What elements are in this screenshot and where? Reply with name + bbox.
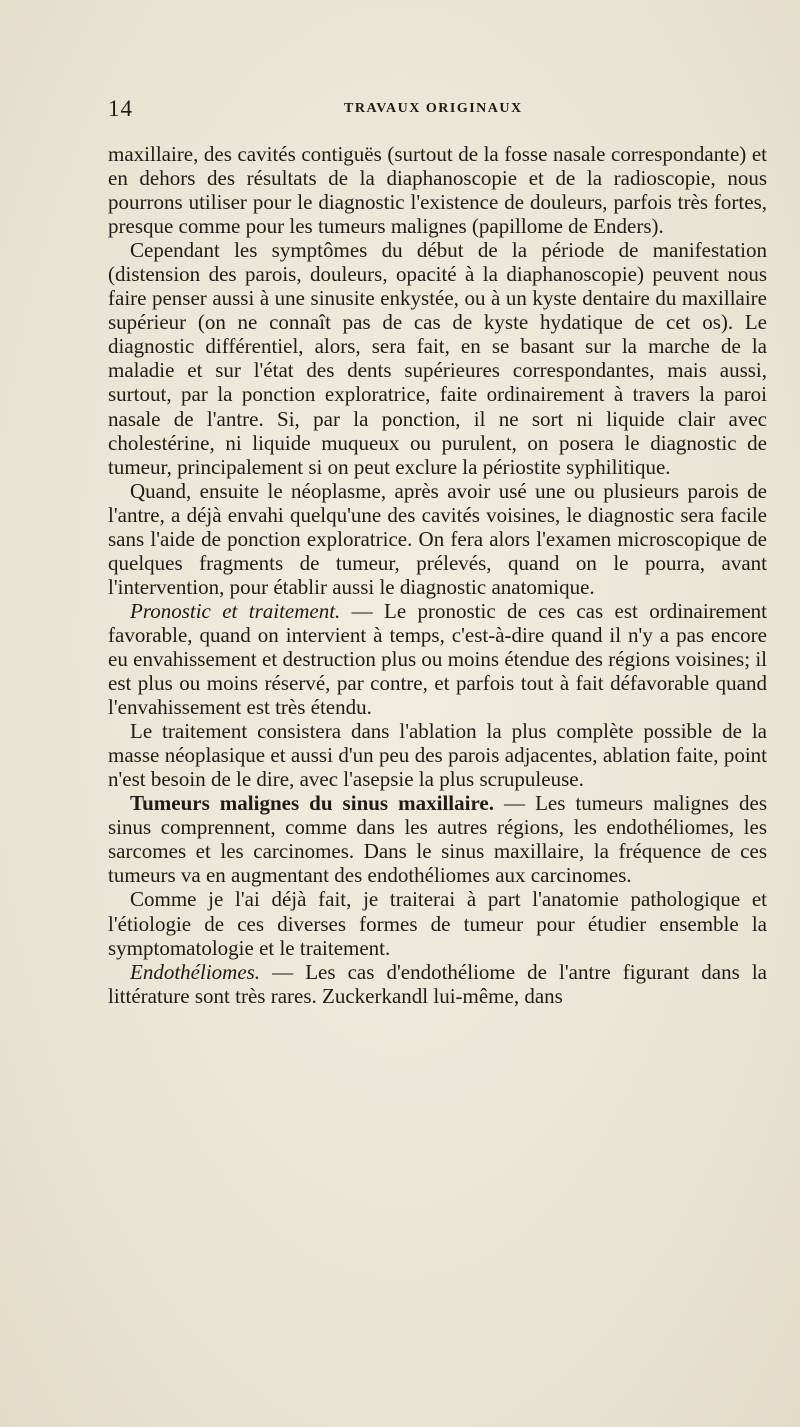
text-body — [108, 142, 767, 1008]
paragraph-pronostic — [108, 599, 767, 719]
paragraph-tumeurs-malignes-text: — Les tumeurs malignes des sinus comprennent, comme dans les autres régions, les endothéliomes, les sarcomes et les carcinomes. Dans le sinus maxillaire, la fréquence de ces tumeurs va en augmentant des endothéliomes aux carcinomes. — [108, 791, 767, 888]
paragraph-3: Quand, ensuite le néoplasme, après avoir usé une ou plusieurs parois de l'antre, a déjà envahi quelqu'une des cavités voisines, le diagnostic sera facile sans l'aide de ponction exploratrice. On fera alors l'examen microscopique de quelques fragments de tumeur, prélevés, quand on le pourra, avant l'intervention, pour établir aussi le diagnostic anatomique. — [108, 478, 767, 599]
section-heading-pronostic: Pronostic et traitement. — [130, 598, 341, 623]
paragraph-2: Cependant les symptômes du début de la période de manifestation (distension des parois, douleurs, opacité à la diaphanoscopie) peuvent nous faire penser aussi à une sinusite enkystée, ou à un kyste dentaire du maxillaire supérieur (on ne connaît pas de cas de kyste hydatique de cet os). Le diagnostic différentiel, alors, sera fait, en se basant sur la marche de la maladie et sur l'état des dents supérieures correspondantes, mais aussi, surtout, par la ponction exploratrice, faite ordinairement à travers la paroi nasale de l'antre. Si, par la ponction, il ne sort ni liquide clair avec cholestérine, ni liquide muqueux ou purulent, on posera le diagnostic de tumeur, principalement si on peut exclure la périostite syphilitique. — [108, 238, 767, 479]
paragraph-endotheliomes — [108, 960, 767, 1008]
page-number: 14 — [108, 96, 133, 121]
paragraph-traitement: Le traitement consistera dans l'ablation la plus complète possible de la masse néoplasique et aussi d'un peu des parois adjacentes, ablation faite, point n'est besoin de le dire, avec l'asepsie la plus scrupuleuse. — [108, 719, 767, 792]
paragraph-1: maxillaire, des cavités contiguës (surtout de la fosse nasale correspondante) et en dehors des résultats de la diaphanoscopie et de la radioscopie, nous pourrons utiliser pour le diagnostic l'existence de douleurs, parfois très fortes, presque comme pour les tumeurs malignes (papillome de Enders). — [108, 142, 767, 239]
paragraph-pronostic-text: — Le pronostic de ces cas est ordinairement favorable, quand on intervient à temps, c'est-à-dire quand il n'y a pas encore eu envahissement et destruction plus ou moins étendue des régions voisines; il est plus ou moins réservé, par contre, et parfois tout à fait défavorable quand l'envahissement est très étendu. — [108, 598, 767, 720]
paragraph-tumeurs-malignes — [108, 791, 767, 887]
section-heading-endotheliomes: Endothéliomes. — [130, 959, 261, 984]
paragraph-comme: Comme je l'ai déjà fait, je traiterai à part l'anatomie pathologique et l'étiologie de ces diverses formes de tumeur pour étudier ensemble la symptomatologie et le traitement. — [108, 887, 767, 960]
running-title: TRAVAUX ORIGINAUX — [344, 101, 523, 116]
paragraph-endotheliomes-text: — Les cas d'endothéliome de l'antre figurant dans la littérature sont très rares. Zuckerkandl lui-même, dans — [108, 959, 767, 1008]
section-heading-tumeurs-malignes: Tumeurs malignes du sinus maxillaire. — [130, 791, 494, 816]
running-head — [108, 96, 718, 126]
